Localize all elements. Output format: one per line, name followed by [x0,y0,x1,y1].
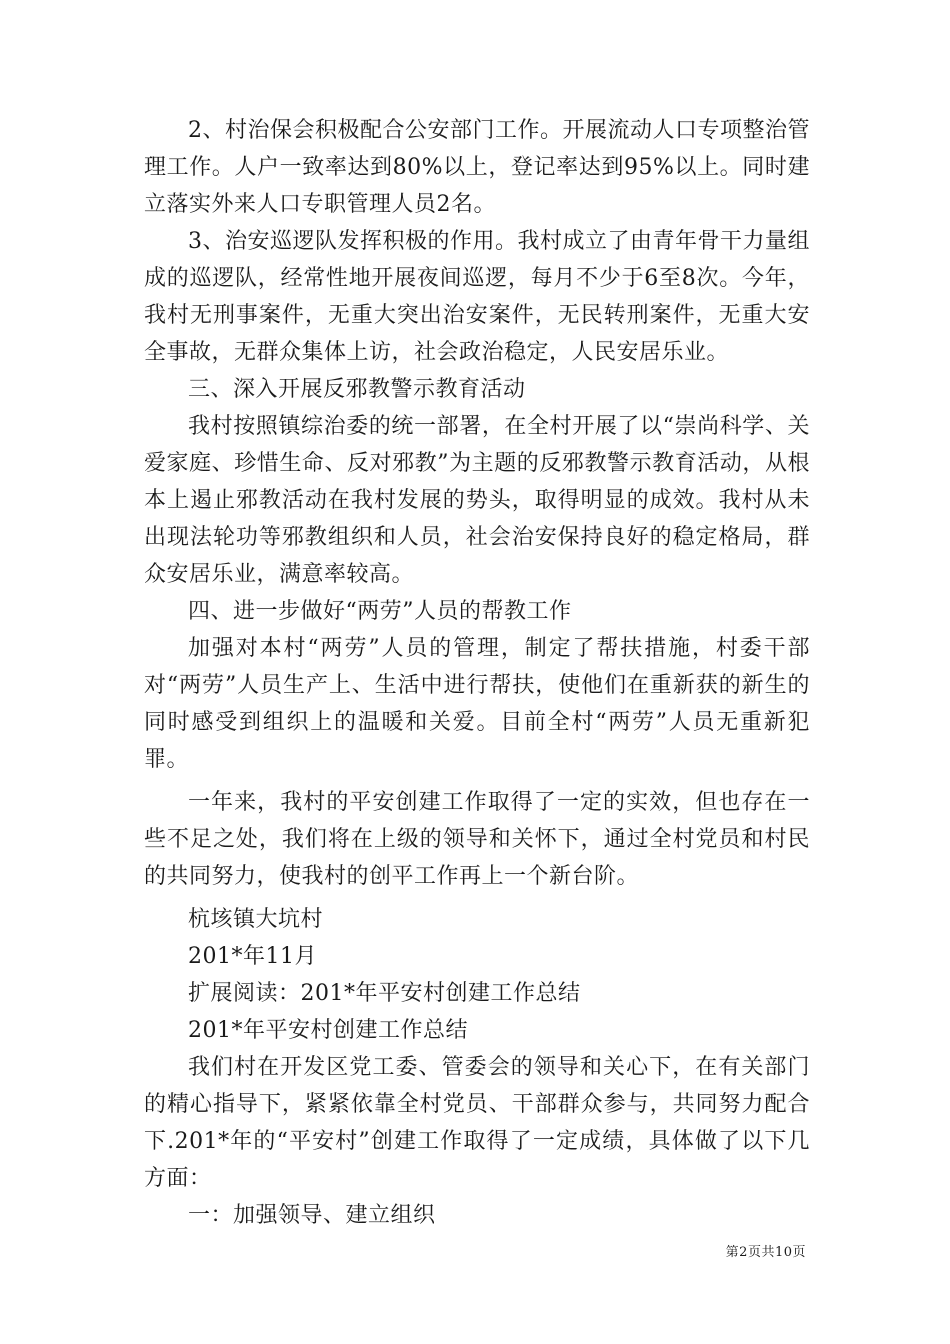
paragraph-public-security-cooperation: 2、村治保会积极配合公安部门工作。开展流动人口专项整治管理工作。人户一致率达到80%以上，登记率达到95%以上。同时建立落实外来人口专职管理人员2名。 [144,118,810,217]
document-body [144,112,810,1234]
page-number: 第2页共10页 [725,1245,806,1260]
paragraph-anti-cult-education: 我村按照镇综治委的统一部署，在全村开展了以“崇尚科学、关爱家庭、珍惜生命、反对邪教”为主题的反邪教警示教育活动，从根本上遏止邪教活动在我村发展的势头，取得明显的成效。我村从未出现法轮功等邪教组织和人员，社会治安保持良好的稳定格局，群众安居乐业，满意率较高。 [144,414,810,587]
section-heading-leadership: 一：加强领导、建立组织 [188,1203,436,1228]
signature-date: 201*年11月 [188,944,317,969]
section-heading-rehabilitation: 四、进一步做好“两劳”人员的帮教工作 [188,599,572,624]
paragraph-year-summary: 一年来，我村的平安创建工作取得了一定的实效，但也存在一些不足之处，我们将在上级的领导和关怀下，通过全村党员和村民的共同努力，使我村的创平工作再上一个新台阶。 [144,790,810,889]
paragraph-rehabilitation-work: 加强对本村“两劳”人员的管理，制定了帮扶措施，村委干部对“两劳”人员生产上、生活中进行帮扶，使他们在重新获的新生的同时感受到组织上的温暖和关爱。目前全村“两劳”人员无重新犯罪。 [144,636,810,772]
section-heading-anti-cult: 三、深入开展反邪教警示教育活动 [188,377,526,402]
signature-village: 杭垓镇大坑村 [188,907,324,932]
summary-title: 201*年平安村创建工作总结 [188,1018,468,1043]
paragraph-patrol-team: 3、治安巡逻队发挥积极的作用。我村成立了由青年骨干力量组成的巡逻队，经常性地开展夜间巡逻，每月不少于6至8次。今年，我村无刑事案件，无重大突出治安案件，无民转刑案件，无重大安全事故，无群众集体上访，社会政治稳定，人民安居乐业。 [144,229,810,365]
extended-reading-title: 扩展阅读：201*年平安村创建工作总结 [188,981,581,1006]
paragraph-intro: 我们村在开发区党工委、管委会的领导和关心下，在有关部门的精心指导下，紧紧依靠全村党员、干部群众参与，共同努力配合下.201*年的“平安村”创建工作取得了一定成绩，具体做了以下几方面： [144,1055,810,1191]
